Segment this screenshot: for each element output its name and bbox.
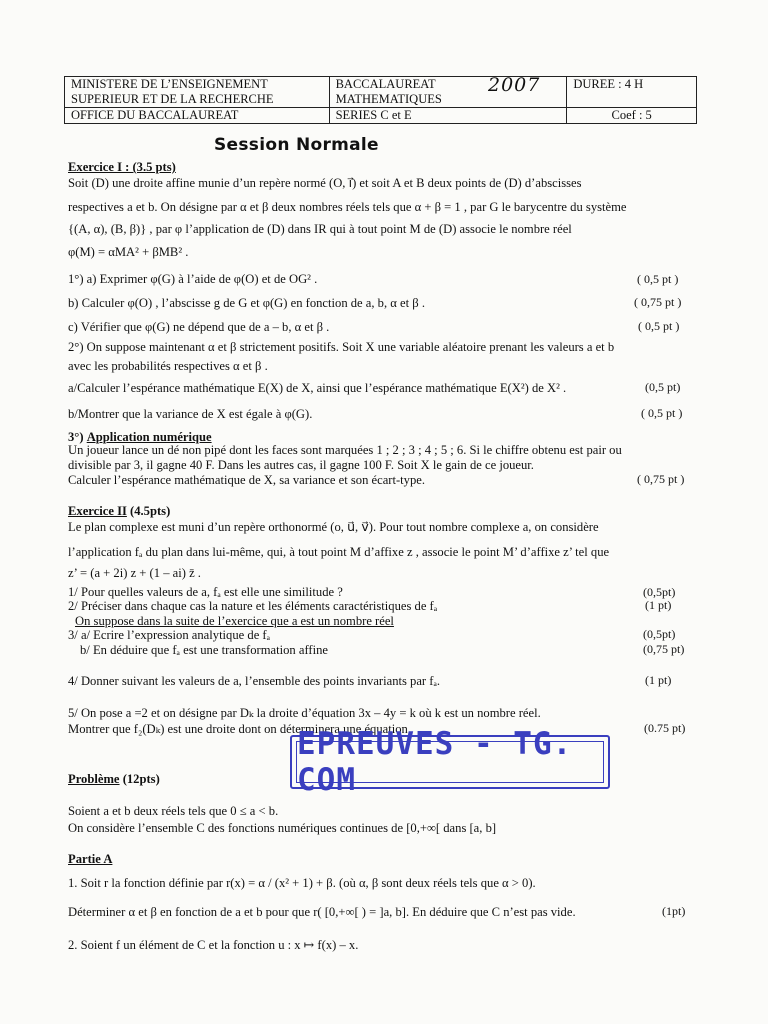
duration: DUREE : 4 H	[573, 77, 644, 91]
duration-cell	[567, 77, 697, 108]
ex2-q2: 2/ Préciser dans chaque cas la nature et les éléments caractéristiques de fₐ	[68, 599, 438, 613]
ex2-line-1: Le plan complexe est muni d’un repère orthonormé (o, u⃗, v⃗). Pour tout nombre complexe a, on considère	[68, 520, 599, 534]
ex2-note: On suppose dans la suite de l’exercice que a est un nombre réel	[75, 614, 394, 628]
part-a-q1: 1. Soit r la fonction définie par r(x) = α / (x² + 1) + β. (où α, β sont deux réels tels que α > 0).	[68, 876, 536, 890]
office-cell	[65, 108, 330, 124]
ex1-q2b: b/Montrer que la variance de X est égale à φ(G).	[68, 407, 313, 421]
ex1-q2: 2°) On suppose maintenant α et β strictement positifs. Soit X une variable aléatoire prenant les valeurs a et b	[68, 340, 615, 354]
ex2-q4: 4/ Donner suivant les valeurs de a, l’ensemble des points invariants par fₐ.	[68, 674, 441, 688]
header-table	[64, 76, 697, 124]
problem-line-1: Soient a et b deux réels tels que 0 ≤ a < b.	[68, 804, 279, 818]
ex2-q3b-points: (0,75 pt)	[643, 642, 685, 656]
problem-heading	[68, 772, 160, 787]
series-cell	[329, 108, 567, 124]
subject: MATHEMATIQUES	[335, 92, 442, 106]
part-a-title: Partie A	[68, 852, 113, 866]
ministry-line-2: SUPERIEUR ET DE LA RECHERCHE	[71, 92, 274, 106]
coefficient: Coef : 5	[611, 108, 652, 122]
ex1-q2a: a/Calculer l’espérance mathématique E(X) de X, ainsi que l’espérance mathématique E(X²) de X² .	[68, 381, 567, 395]
ex2-line-2: l’application fₐ du plan dans lui-même, qui, à tout point M d’affixe z , associe le point M’ d’affixe z’ tel que	[68, 545, 610, 559]
part-a-q1-points: (1pt)	[662, 904, 686, 918]
ministry-line-1: MINISTERE DE L’ENSEIGNEMENT	[71, 77, 268, 91]
ex1-line-3: {(A, α), (B, β)} , par φ l’application de (D) dans IR qui à tout point M de (D) associe le nombre réel	[68, 222, 572, 236]
ex2-q3b: b/ En déduire que fₐ est une transformation affine	[80, 643, 329, 657]
ex1-line-2: respectives a et b. On désigne par α et β deux nombres réels tels que α + β = 1 , par G le barycentre du système	[68, 200, 627, 214]
ex2-q3a-points: (0,5pt)	[643, 627, 676, 641]
series: SERIES C et E	[335, 108, 412, 122]
ex1-q1b: b) Calculer φ(O) , l’abscisse g de G et φ(G) en fonction de a, b, α et β .	[68, 296, 425, 310]
ex1-q1b-points: ( 0,75 pt )	[634, 295, 682, 309]
ex2-q5-points: (0.75 pt)	[644, 721, 686, 735]
exercise-2-title: Exercice II	[68, 504, 127, 518]
ex1-q1a-points: ( 0,5 pt )	[637, 272, 679, 286]
coef-cell	[567, 108, 697, 124]
ex1-q3-title: Application numérique	[86, 430, 212, 444]
ex1-q3-points: ( 0,75 pt )	[637, 472, 685, 486]
exercise-2-points: (4.5pts)	[130, 504, 171, 518]
ex2-q5-cont: Montrer que f₂(Dₖ) est une droite dont on déterminera une équation	[68, 722, 408, 736]
ex2-q5: 5/ On pose a =2 et on désigne par Dₖ la droite d’équation 3x – 4y = k où k est un nombre réel.	[68, 706, 541, 720]
problem-line-2: On considère l’ensemble C des fonctions numériques continues de [0,+∞[ dans [a, b]	[68, 821, 497, 835]
ex1-q1c: c) Vérifier que φ(G) ne dépend que de a – b, α et β .	[68, 320, 330, 334]
ex1-q2a-points: (0,5 pt)	[645, 380, 681, 394]
ex1-q1a: 1°) a) Exprimer φ(G) à l’aide de φ(O) et de OG² .	[68, 272, 318, 286]
problem-title: Problème	[68, 772, 120, 786]
exam-name: BACCALAUREAT	[335, 77, 436, 91]
exercise-2-heading	[68, 504, 170, 519]
ex1-q3-line-1: Un joueur lance un dé non pipé dont les faces sont marquées 1 ; 2 ; 3 ; 4 ; 5 ; 6. Si le chiffre obtenu est pair ou	[68, 443, 622, 457]
stamp-text: EPREUVES - TG. COM	[296, 741, 604, 783]
ex1-line-1: Soit (D) une droite affine munie d’un repère normé (O, i⃗) et soit A et B deux points de (D) d’abscisses	[68, 176, 582, 190]
ex1-q2b-points: ( 0,5 pt )	[641, 406, 683, 420]
part-a-q2: 2. Soient f un élément de C et la fonction u : x ↦ f(x) – x.	[68, 938, 359, 952]
exercise-1-title: Exercice I : (3.5 pts)	[68, 160, 176, 174]
handwritten-year: 2007	[488, 74, 541, 96]
ex2-q4-points: (1 pt)	[645, 673, 672, 687]
ex1-line-4: φ(M) = αMA² + βMB² .	[68, 245, 189, 259]
ex1-q3-number: 3°)	[68, 430, 84, 444]
ex2-q2-points: (1 pt)	[645, 598, 672, 612]
watermark-stamp	[290, 726, 610, 798]
ex2-q1-points: (0,5pt)	[643, 585, 676, 599]
problem-points: (12pts)	[122, 772, 160, 786]
part-a-q1-cont: Déterminer α et β en fonction de a et b pour que r( [0,+∞[ ) = ]a, b]. En déduire que C n’est pas vide.	[68, 905, 576, 919]
ex1-q3-line-2: divisible par 3, il gagne 40 F. Dans les autres cas, il gagne 100 F. Soit X le gain de ce joueur.	[68, 458, 534, 472]
ex1-q1c-points: ( 0,5 pt )	[638, 319, 680, 333]
ex2-q3a: 3/ a/ Ecrire l’expression analytique de fₐ	[68, 628, 271, 642]
session-title: Session Normale	[214, 135, 379, 155]
ex1-q2-cont: avec les probabilités respectives α et β .	[68, 359, 268, 373]
ministry-cell	[65, 77, 330, 108]
ex2-line-3: z’ = (a + 2i) z + (1 – ai) z̄ .	[68, 566, 201, 580]
ex2-q1: 1/ Pour quelles valeurs de a, fₐ est elle une similitude ?	[68, 585, 343, 599]
ex1-q3-line-3: Calculer l’espérance mathématique de X, sa variance et son écart-type.	[68, 473, 425, 487]
office: OFFICE DU BACCALAUREAT	[71, 108, 239, 122]
